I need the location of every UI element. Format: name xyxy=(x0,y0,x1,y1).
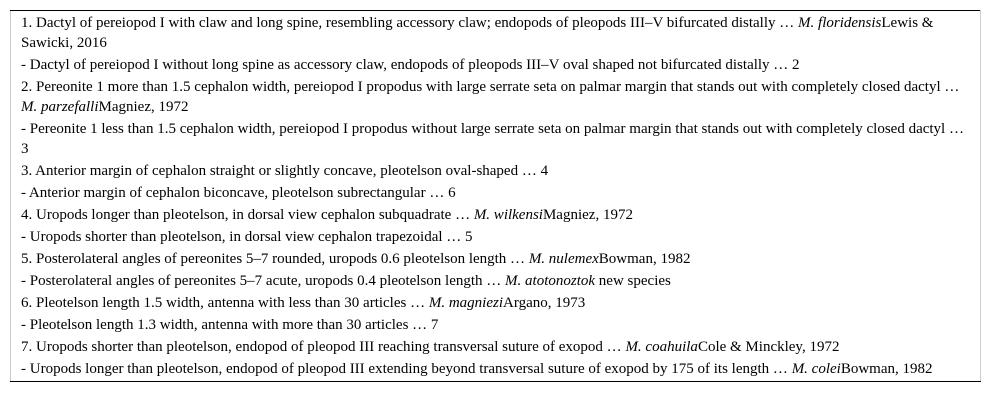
key-row xyxy=(11,336,981,358)
key-row xyxy=(11,11,981,55)
key-cell xyxy=(11,270,981,292)
key-couplet-text: - Uropods shorter than pleotelson, in dorsal view cephalon trapezoidal … 5 xyxy=(21,229,473,245)
key-couplet-text: - Pereonite 1 less than 1.5 cephalon width, pereiopod I propodus without large serrate seta on palmar margin that stands out with completely closed dactyl … 3 xyxy=(21,121,964,157)
key-cell xyxy=(11,248,981,270)
key-couplet-text: - Uropods longer than pleotelson, endopod of pleopod III extending beyond transversal suture of exopod by 175 of its length … xyxy=(21,361,792,377)
key-couplet-text: 3. Anterior margin of cephalon straight or slightly concave, pleotelson oval-shaped … 4 xyxy=(21,163,549,179)
species-name: M. magniezi xyxy=(428,295,504,311)
key-row xyxy=(11,270,981,292)
key-cell xyxy=(11,204,981,226)
key-couplet-text: - Dactyl of pereiopod I without long spine as accessory claw, endopods of pleopods III–V oval shaped not bifurcated distally … 2 xyxy=(21,57,800,73)
species-name: M. floridensis xyxy=(798,15,882,31)
key-row xyxy=(11,160,981,182)
species-authority: Lewis & Sawicki, 2016 xyxy=(21,15,934,51)
identification-key-table xyxy=(10,10,981,382)
key-cell xyxy=(11,160,981,182)
key-couplet-text: 1. Dactyl of pereiopod I with claw and long spine, resembling accessory claw; endopods of pleopods III–V bifurcated distally … xyxy=(21,15,799,31)
key-row xyxy=(11,54,981,76)
key-row xyxy=(11,182,981,204)
species-authority: Bowman, 1982 xyxy=(598,251,691,267)
species-name: M. coahuila xyxy=(625,339,698,355)
key-couplet-text: 6. Pleotelson length 1.5 width, antenna with less than 30 articles … xyxy=(21,295,429,311)
key-cell xyxy=(11,226,981,248)
key-row xyxy=(11,358,981,382)
species-name: M. colei xyxy=(791,361,841,377)
key-row xyxy=(11,76,981,118)
key-cell xyxy=(11,358,981,382)
key-cell xyxy=(11,118,981,160)
key-row xyxy=(11,248,981,270)
key-couplet-text: - Posterolateral angles of pereonites 5–7 acute, uropods 0.4 pleotelson length … xyxy=(21,273,506,289)
key-couplet-text: 7. Uropods shorter than pleotelson, endopod of pleopod III reaching transversal suture of exopod … xyxy=(21,339,626,355)
key-row xyxy=(11,292,981,314)
key-couplet-text: - Anterior margin of cephalon biconcave, pleotelson subrectangular … 6 xyxy=(21,185,456,201)
key-row xyxy=(11,226,981,248)
key-cell xyxy=(11,314,981,336)
key-row xyxy=(11,118,981,160)
species-authority: Bowman, 1982 xyxy=(840,361,933,377)
species-authority: Magniez, 1972 xyxy=(542,207,633,223)
species-name: M. atotonoztok xyxy=(505,273,596,289)
key-cell xyxy=(11,292,981,314)
species-name: M. nulemex xyxy=(528,251,599,267)
key-cell xyxy=(11,336,981,358)
species-name: M. wilkensi xyxy=(473,207,543,223)
species-authority: Argano, 1973 xyxy=(503,295,586,311)
key-row xyxy=(11,204,981,226)
species-name: M. parzefalli xyxy=(21,99,99,115)
key-cell xyxy=(11,76,981,118)
species-authority: Cole & Minckley, 1972 xyxy=(697,339,840,355)
key-cell xyxy=(11,11,981,55)
key-cell xyxy=(11,182,981,204)
species-authority: Magniez, 1972 xyxy=(98,99,189,115)
key-couplet-text: 5. Posterolateral angles of pereonites 5–7 rounded, uropods 0.6 pleotelson length … xyxy=(21,251,529,267)
key-cell xyxy=(11,54,981,76)
key-couplet-text: 4. Uropods longer than pleotelson, in dorsal view cephalon subquadrate … xyxy=(21,207,474,223)
key-couplet-text: 2. Pereonite 1 more than 1.5 cephalon width, pereiopod I propodus with large serrate seta on palmar margin that stands out with completely closed dactyl … xyxy=(21,79,960,95)
key-couplet-text: - Pleotelson length 1.3 width, antenna with more than 30 articles … 7 xyxy=(21,317,439,333)
key-row xyxy=(11,314,981,336)
species-authority: new species xyxy=(595,273,671,289)
